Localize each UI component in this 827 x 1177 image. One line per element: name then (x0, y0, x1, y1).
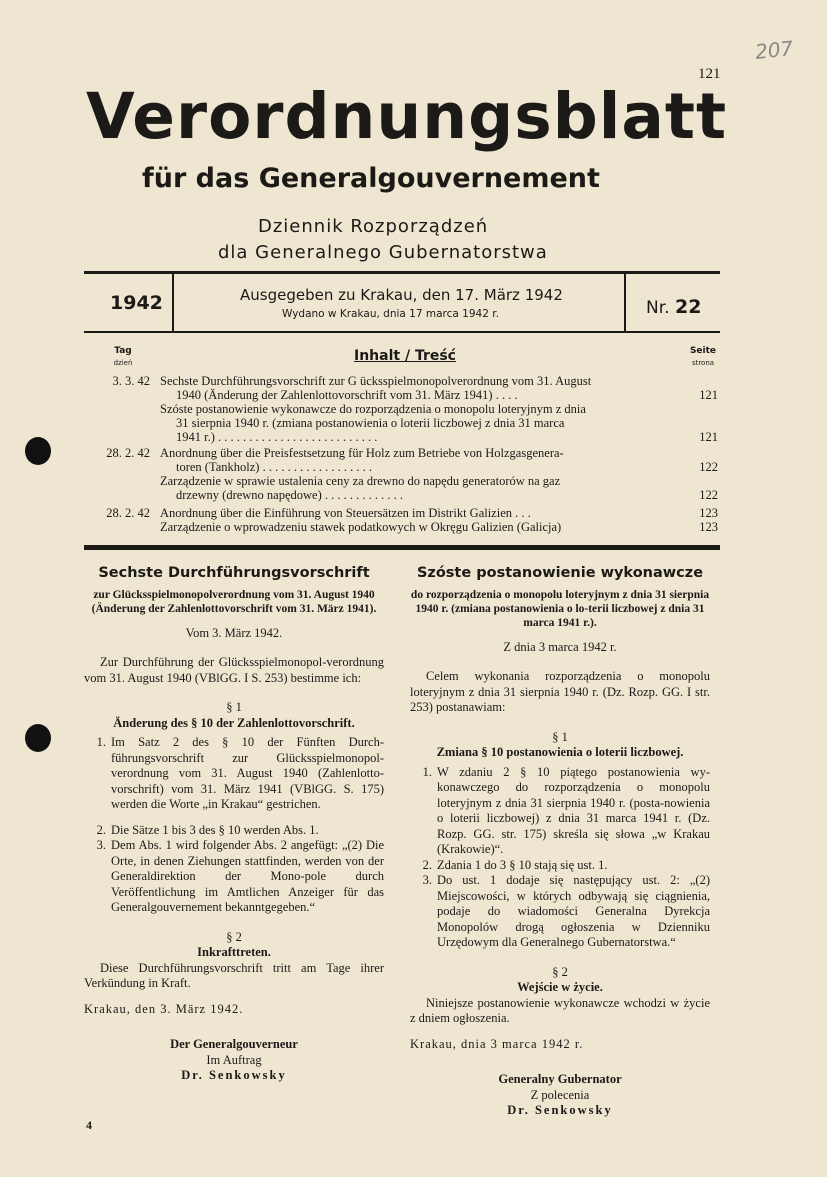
item-text: Zdania 1 do 3 § 10 stają się ust. 1. (437, 857, 608, 872)
footer-signature-mark: 4 (86, 1118, 92, 1132)
list-item (410, 873, 710, 951)
rule-issue-bottom (84, 331, 720, 333)
toc-line: toren (Tankholz) . . . . . . . . . . . . . . . . . . (176, 460, 372, 474)
issue-year: 1942 (110, 292, 163, 314)
toc-page: 123 (699, 520, 718, 534)
column-german (84, 566, 384, 1084)
toc-title: Inhalt / Treść (354, 348, 456, 364)
german-section-2-text: Diese Durchführungsvorschrift tritt am Tage ihrer Verkündung in Kraft. (84, 960, 384, 990)
german-signature-title: Der Generalgouverneur (170, 1037, 298, 1051)
toc-page: 123 (699, 506, 718, 520)
issue-date-polish: Wydano w Krakau, dnia 17 marca 1942 r. (282, 308, 499, 320)
toc-page: 121 (699, 430, 718, 444)
german-intro: Zur Durchführung der Glücksspielmonopol-verordnung vom 31. August 1940 (VBlGG. I S. 253) bestimme ich: (84, 655, 384, 685)
issue-date-german: Ausgegeben zu Krakau, den 17. März 1942 (240, 286, 563, 304)
polish-section-1-title: Zmiana § 10 postanowienia o loterii liczbowej. (436, 745, 684, 759)
polish-section-2: § 2 (552, 964, 568, 979)
toc-line: 1941 r.) . . . . . . . . . . . . . . . . . . . . . . . . . . (176, 430, 378, 444)
german-section-2-title: Inkrafttreten. (197, 945, 271, 959)
toc-line: 31 sierpnia 1940 r. (zmiana postanowienia o loterii liczbowej z dnia 31 marca (176, 416, 565, 430)
toc-line: Anordnung über die Preisfestsetzung für Holz zum Betriebe von Holzgasgenera- (160, 446, 564, 460)
item-number: 1. (422, 764, 432, 779)
item-text: Dem Abs. 1 wird folgender Abs. 2 angefügt: „(2) Die Orte, in denen Ziehungen stattfinden, werden von der Generaldirektion der Mono-pole durch Veröffentlichung im Amtlichen Anzeiger für das Generalgouvernement bekanntgegeben.“ (111, 838, 384, 914)
issue-divider-right (624, 274, 626, 331)
polish-signature-title: Generalny Gubernator (498, 1072, 622, 1086)
polish-subheading: do rozporządzenia o monopolu loteryjnym z dnia 31 sierpnia 1940 r. (zmiana postanowienia o lo-terii liczbowej z dnia 31 marca 1941 r.). (410, 588, 710, 629)
toc-page: 121 (699, 388, 718, 402)
masthead-title: Verordnungsblatt (86, 80, 728, 153)
item-text: Im Satz 2 des § 10 der Fünften Durch-führungsvorschrift zur Glücksspielmonopol-verordnung vom 31. August 1940 (Zahlenlotto-vorschrift) vom 31. März 1941 (VBlGG. S. 175) werden die Worte „in Krakau“ gestrichen. (111, 735, 384, 811)
punch-hole-top (25, 437, 51, 465)
rule-toc-bottom (84, 545, 720, 550)
issue-divider-left (172, 274, 174, 331)
toc-line: Zarządzenie o wprowadzeniu stawek podatkowych w Okręgu Galizien (Galicja) (160, 520, 562, 534)
punch-hole-bottom (25, 724, 51, 752)
toc-date: 28. 2. 42 (106, 446, 150, 460)
polish-signature-name: Dr. Senkowsky (507, 1103, 613, 1117)
column-polish (410, 566, 710, 1119)
toc-line: Anordnung über die Einführung von Steuersätzen im Distrikt Galizien . . . (160, 506, 531, 520)
issue-number-value: 22 (674, 296, 702, 318)
german-signature-name: Dr. Senkowsky (181, 1068, 287, 1082)
list-item (84, 823, 384, 839)
german-section-1-title: Änderung des § 10 der Zahlenlottovorschrift. (113, 715, 355, 730)
item-number: 3. (422, 873, 432, 887)
toc-line: Szóste postanowienie wykonawcze do rozporządzenia o monopolu loteryjnym z dnia (160, 402, 586, 416)
toc-line: 1940 (Änderung der Zahlenlottovorschrift vom 31. März 1941) . . . . (176, 388, 518, 402)
polish-place-date: Krakau, dnia 3 marca 1942 r. (410, 1036, 584, 1051)
toc-page: 122 (699, 460, 718, 474)
german-section-1: § 1 (226, 700, 242, 714)
german-date: Vom 3. März 1942. (185, 625, 283, 640)
polish-intro: Celem wykonania rozporządzenia o monopolu loteryjnym z dnia 31 sierpnia 1940 r. (Dz. Rozp. GG. I str. 253) postanawiam: (410, 669, 710, 714)
polish-signature-order: Z polecenia (530, 1087, 590, 1102)
toc-line: Sechste Durchführungsvorschrift zur G ücksspielmonopolverordnung vom 31. August (160, 374, 592, 388)
toc-tag-header (103, 345, 143, 369)
toc-page: 122 (699, 488, 718, 502)
toc-line: Zarządzenie w sprawie ustalenia ceny za drewno do napędu generatorów na gaz (160, 474, 561, 488)
list-item (84, 735, 384, 813)
toc-tag-label-pl: dzień (113, 359, 133, 367)
issue-number (646, 296, 701, 318)
item-text: Do ust. 1 dodaje się następujący ust. 2: „(2) Miejscowości, w których odbywają się ciągnienia, podaje do wiadomości Generalna Dyrekcja Monopolów drogą ogłoszenia w Dzienniku Urzędowym dla Generalnego Gubernatorstwa.“ (437, 873, 710, 949)
german-section-2: § 2 (226, 929, 242, 944)
german-place-date: Krakau, den 3. März 1942. (84, 1001, 244, 1016)
german-subheading: zur Glücksspielmonopolverordnung vom 31. August 1940 (Änderung der Zahlenlottovorschrift vom 31. März 1941). (91, 588, 377, 615)
polish-section-2-title: Wejście w życie. (517, 980, 603, 994)
polish-heading: Szóste postanowienie wykonawcze (416, 565, 704, 581)
german-signature-order: Im Auftrag (206, 1052, 262, 1067)
toc-seite-label: Seite (689, 346, 717, 356)
item-number: 2. (422, 857, 432, 872)
page-number: 121 (698, 66, 721, 82)
list-item (410, 765, 710, 858)
item-number: 2. (96, 822, 106, 837)
list-item (410, 858, 710, 874)
toc-page-header (683, 345, 723, 369)
list-item (84, 838, 384, 916)
toc-seite-label-pl: strona (691, 359, 715, 367)
german-heading: Sechste Durchführungsvorschrift (98, 565, 370, 581)
toc-date: 28. 2. 42 (106, 506, 150, 520)
polish-section-1: § 1 (552, 729, 568, 744)
item-text: W zdaniu 2 § 10 piątego postanowienia wy-konawczego do rozporządzenia o monopolu loteryjnym z dnia 31 sierpnia 1940 r. (posta-nowienia o loterii liczbowej) z dnia 31 marca 1941 r. (Dz. Rozp. GG. str. 175) skreśla się słowa „w Krakau (Krakowie)“. (437, 764, 710, 856)
pencil-annotation: 207 (753, 36, 795, 64)
polish-section-2-text: Niniejsze postanowienie wykonawcze wchodzi w życie z dniem ogłoszenia. (410, 995, 710, 1025)
issue-number-label: Nr. (646, 298, 670, 318)
item-number: 1. (96, 735, 106, 749)
toc-tag-label: Tag (114, 346, 132, 356)
masthead-subtitle: für das Generalgouvernement (142, 163, 600, 194)
masthead-polish-line2: dla Generalnego Gubernatorstwa (218, 242, 548, 263)
polish-date: Z dnia 3 marca 1942 r. (503, 639, 617, 654)
toc-date: 3. 3. 42 (112, 374, 150, 388)
item-text: Die Sätze 1 bis 3 des § 10 werden Abs. 1. (111, 822, 319, 837)
toc-line: drzewny (drewno napędowe) . . . . . . . . . . . . . (176, 488, 404, 502)
item-number: 3. (96, 838, 106, 852)
masthead-polish-line1: Dziennik Rozporządzeń (258, 216, 489, 237)
